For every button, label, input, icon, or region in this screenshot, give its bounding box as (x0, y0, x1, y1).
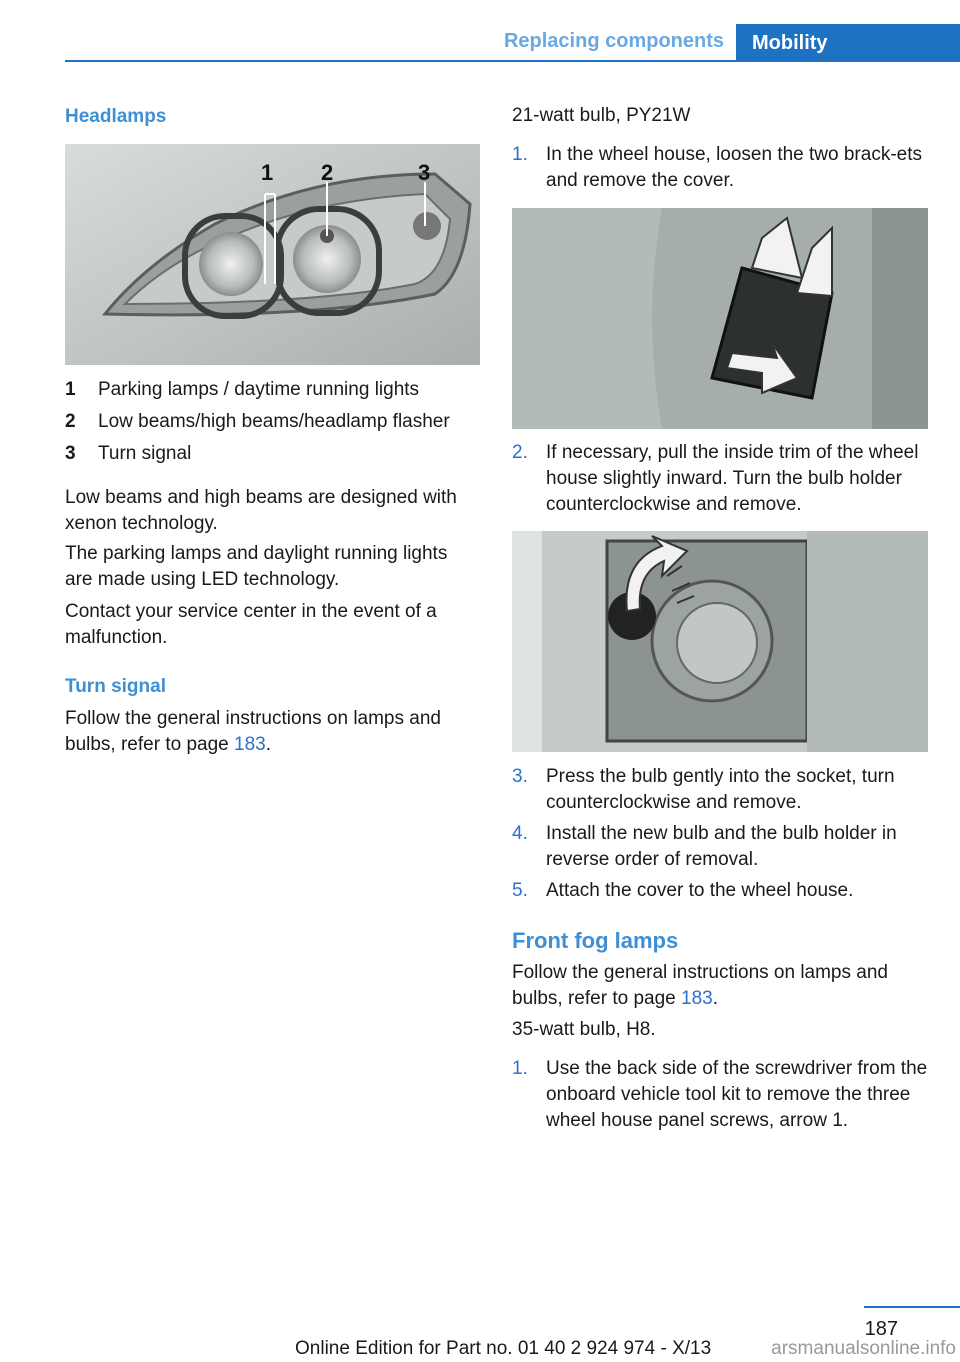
headlamp-legend (65, 377, 480, 467)
legend-item (65, 377, 480, 403)
bulb-holder-illustration (512, 531, 928, 752)
legend-text: Low beams/high beams/headlamp flasher (98, 411, 450, 432)
header-section-title: Replacing components (503, 30, 724, 52)
step-number: 4. (512, 823, 528, 844)
fog-lamps-paragraph (512, 960, 928, 1012)
bulb-spec-2: 35-watt bulb, H8. (512, 1019, 656, 1040)
service-paragraph: Contact your service center in the event of a malfunction. (65, 601, 437, 648)
turn-signal-title: Turn signal (65, 676, 166, 697)
step-text: Install the new bulb and the bulb holder in reverse order of removal. (546, 823, 897, 870)
xenon-paragraph: Low beams and high beams are designed with xenon technology. (65, 487, 457, 534)
step-text: In the wheel house, loosen the two brack‐ets and remove the cover. (546, 144, 923, 191)
step-number: 1. (512, 144, 528, 165)
step-text: Attach the cover to the wheel house. (546, 880, 854, 901)
legend-number: 2 (65, 411, 76, 432)
header-chapter-tab: Mobility (736, 24, 960, 62)
legend-text: Parking lamps / daytime running lights (98, 379, 420, 400)
turn-signal-text: Follow the general instructions on lamps and bulbs, refer to page (65, 708, 441, 755)
headlamps-title: Headlamps (65, 106, 167, 127)
headlamp-figure (65, 144, 480, 365)
step-item (512, 821, 928, 873)
step-number: 3. (512, 766, 528, 787)
callout-1: 1 (261, 160, 274, 185)
legend-text: Turn signal (98, 443, 192, 464)
step-item (512, 764, 928, 816)
legend-number: 3 (65, 443, 76, 464)
watermark: arsmanualsonline.info (771, 1338, 956, 1359)
page-header (65, 24, 960, 62)
page-link-183[interactable]: 183 (234, 734, 266, 755)
edition-footer: Online Edition for Part no. 01 40 2 924 974 - X/13 (295, 1338, 712, 1359)
fog-lamps-end: . (712, 988, 718, 1009)
fog-lamps-text: Follow the general instructions on lamps and bulbs, refer to page (512, 962, 888, 1009)
step-item (512, 1056, 928, 1134)
bulb-spec-1: 21-watt bulb, PY21W (512, 105, 691, 126)
front-fog-lamps-title: Front fog lamps (512, 928, 679, 953)
legend-item (65, 441, 480, 467)
step-number: 2. (512, 442, 528, 463)
led-paragraph: The parking lamps and daylight running lights are made using LED technology. (65, 543, 448, 590)
step-text: Use the back side of the screwdriver from the onboard vehicle tool kit to remove the three wheel house panel screws, arrow 1. (546, 1058, 928, 1131)
footer-rule (864, 1306, 960, 1308)
wheel-house-cover-figure (512, 208, 928, 429)
turn-signal-end: . (265, 734, 271, 755)
step-text: Press the bulb gently into the socket, turn counterclockwise and remove. (546, 766, 895, 813)
header-rule (65, 60, 960, 62)
step-text: If necessary, pull the inside trim of the wheel house slightly inward. Turn the bulb holder counterclockwise and remove. (546, 442, 919, 515)
turn-signal-paragraph (65, 706, 480, 758)
callout-3: 3 (418, 160, 431, 185)
step-number: 1. (512, 1058, 528, 1079)
step-item (512, 878, 928, 904)
step-item (512, 440, 928, 518)
step-number: 5. (512, 880, 528, 901)
bulb-holder-figure (512, 531, 928, 752)
callout-2: 2 (321, 160, 334, 185)
page-number: 187 (864, 1318, 898, 1340)
legend-item (65, 409, 480, 435)
headlamp-illustration (65, 144, 480, 365)
page-link-183[interactable]: 183 (681, 988, 713, 1009)
legend-number: 1 (65, 379, 76, 400)
step-item (512, 142, 928, 194)
wheel-house-cover-illustration (512, 208, 928, 429)
